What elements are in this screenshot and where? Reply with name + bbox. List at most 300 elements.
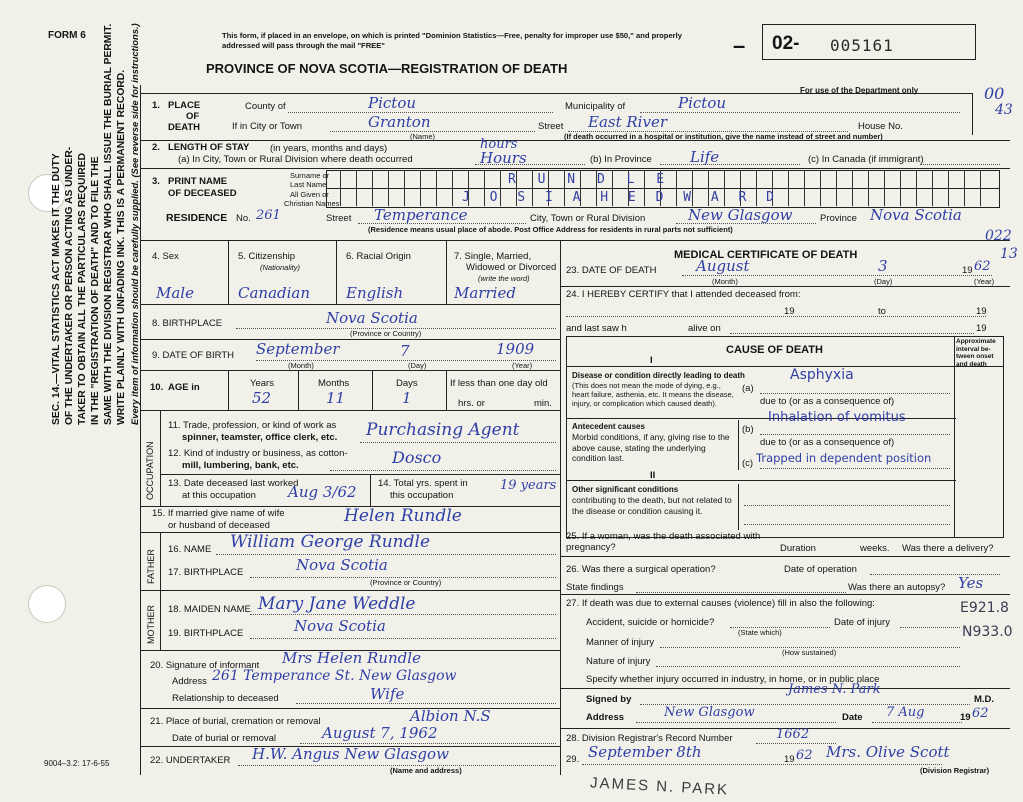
rule bbox=[566, 480, 956, 481]
sidebar-instructions bbox=[50, 23, 141, 425]
dotted-line bbox=[216, 554, 556, 555]
residence-dept-mark: 022 bbox=[985, 228, 1012, 244]
alive-label: alive on bbox=[688, 323, 721, 334]
last-worked-label: 13. Date deceased last worked bbox=[168, 478, 299, 489]
dob-day: 7 bbox=[400, 342, 410, 360]
dotted-line bbox=[872, 722, 962, 723]
age-label: AGE in bbox=[168, 382, 200, 393]
grid-cell bbox=[900, 171, 901, 188]
date-label: Date bbox=[842, 712, 863, 723]
dod-month-sub: (Month) bbox=[712, 277, 738, 286]
industry-value: Dosco bbox=[392, 448, 442, 467]
residence-city-value: New Glasgow bbox=[688, 206, 793, 224]
sidebar-line: OF THE UNDERTAKER OR PERSON ACTING AS UNDER- bbox=[64, 146, 75, 425]
filed-num: 29. bbox=[566, 754, 580, 765]
rule bbox=[140, 410, 560, 411]
grid-cell bbox=[804, 171, 805, 188]
dotted-line bbox=[760, 468, 950, 469]
father-name-value: William George Rundle bbox=[230, 532, 431, 552]
grid-cell bbox=[388, 189, 389, 206]
name-sublabel: (Name) bbox=[410, 132, 436, 141]
interval-label: Approximate interval be-tween onset and death bbox=[956, 338, 996, 368]
rule bbox=[140, 304, 560, 305]
how-sustained: (How sustained) bbox=[782, 648, 837, 657]
residence-note: (Residence means usual place of abode. Post Office Address for residents in rural parts not sufficient) bbox=[368, 225, 733, 234]
grid-cell bbox=[788, 171, 789, 188]
filed-prefix: 19 bbox=[784, 754, 795, 765]
rule bbox=[160, 532, 161, 590]
column-divider bbox=[560, 240, 561, 775]
mother-side-label: MOTHER bbox=[146, 605, 156, 644]
grid-cell bbox=[676, 171, 677, 188]
grid-cell bbox=[404, 171, 405, 188]
weeks-label: weeks. bbox=[860, 543, 890, 554]
street-label: Street bbox=[538, 121, 564, 132]
last-worked-value: Aug 3/62 bbox=[288, 483, 357, 501]
rule bbox=[140, 708, 560, 709]
accident-label: Accident, suicide or homicide? bbox=[586, 617, 715, 628]
burial-date-value: August 7, 1962 bbox=[322, 724, 438, 742]
rule bbox=[160, 590, 161, 650]
dob-year: 1909 bbox=[496, 340, 535, 358]
father-name-label: 16. NAME bbox=[168, 544, 212, 555]
dotted-line bbox=[250, 614, 556, 615]
alive-19: 19 bbox=[976, 323, 987, 334]
signature-note: JAMES N. PARK bbox=[589, 774, 730, 799]
grid-cell bbox=[436, 189, 437, 206]
rule bbox=[560, 556, 1010, 557]
registrar-value: Mrs. Olive Scott bbox=[826, 743, 950, 761]
disease-note: (This does not mean the mode of dying, e.g., heart failure, asthenia, etc. It means the disease, injury, or complication which caused death). bbox=[572, 381, 734, 408]
sidebar-line: IN THE "REGISTRATION OF DEATH" AND TO FILE THE bbox=[90, 156, 101, 425]
grid-cell bbox=[340, 171, 341, 188]
dotted-line bbox=[300, 743, 556, 744]
cause-a-due: due to (or as a consequence of) bbox=[760, 396, 895, 407]
grid-cell bbox=[948, 189, 949, 206]
date-year: 62 bbox=[972, 706, 989, 721]
stay-b-label: (b) In Province bbox=[590, 154, 652, 165]
rule bbox=[160, 474, 560, 475]
nature-label: Nature of injury bbox=[586, 656, 651, 667]
citizenship-label: 5. Citizenship bbox=[238, 251, 296, 262]
pregnancy-label: 25. If a woman, was the death associated with pregnancy? bbox=[566, 531, 761, 553]
autopsy-value: Yes bbox=[958, 574, 984, 592]
dotted-line bbox=[660, 164, 800, 165]
filed-year: 62 bbox=[796, 748, 813, 763]
birthplace-sub: (Province or Country) bbox=[350, 329, 422, 338]
sidebar-line: SAME WITH THE DIVISION REGISTRAR WHO SHALL ISSUE THE BURIAL PERMIT. bbox=[103, 23, 114, 425]
total-years-label: 14. Total yrs. spent in bbox=[378, 478, 468, 489]
certify-to: to bbox=[878, 306, 886, 317]
grid-cell bbox=[468, 171, 469, 188]
county-label: County of bbox=[245, 101, 286, 112]
grid-cell bbox=[388, 171, 389, 188]
sex-value: Male bbox=[156, 284, 194, 302]
given-label: All Given or bbox=[290, 190, 329, 199]
total-years-label2: this occupation bbox=[390, 490, 454, 501]
mother-maiden-label: 18. MAIDEN NAME bbox=[168, 604, 251, 615]
grid-cell bbox=[868, 189, 869, 206]
dob-day-sub: (Day) bbox=[408, 361, 427, 370]
place-num: 1. bbox=[152, 100, 160, 111]
dotted-line bbox=[760, 434, 950, 435]
dotted-line bbox=[730, 333, 974, 334]
birthplace-value: Nova Scotia bbox=[326, 309, 418, 327]
sidebar-line: SEC. 14.—VITAL STATISTICS ACT MAKES IT THE DUTY bbox=[51, 153, 62, 425]
burial-place-label: 21. Place of burial, cremation or removal bbox=[150, 716, 321, 727]
grid-cell bbox=[868, 171, 869, 188]
dob-year-sub: (Year) bbox=[512, 361, 533, 370]
footer-code: 9004–3.2: 17-6-55 bbox=[44, 759, 110, 768]
cause-a-label: (a) bbox=[742, 383, 754, 394]
dod-year: 62 bbox=[974, 259, 991, 274]
disease-label: Disease or condition directly leading to death bbox=[572, 371, 745, 380]
undertaker-label: 22. UNDERTAKER bbox=[150, 755, 231, 766]
name-num: 3. bbox=[152, 176, 160, 187]
rule bbox=[446, 240, 447, 304]
hrs-label: hrs. or bbox=[458, 398, 485, 409]
dotted-line bbox=[756, 743, 836, 744]
op-date-label: Date of operation bbox=[784, 564, 857, 575]
grid-cell bbox=[372, 189, 373, 206]
other-label: Other significant conditions bbox=[572, 485, 679, 494]
grid-cell bbox=[724, 171, 725, 188]
antecedent-label: Antecedent causes bbox=[572, 422, 645, 431]
grid-cell bbox=[916, 171, 917, 188]
rule bbox=[560, 594, 1010, 595]
injury-date-label: Date of injury bbox=[834, 617, 890, 628]
last-saw-label: and last saw h bbox=[566, 323, 627, 334]
stay-c-label: (c) In Canada (if immigrant) bbox=[808, 154, 924, 165]
date-value: 7 Aug bbox=[886, 705, 925, 720]
age-num: 10. bbox=[150, 382, 164, 393]
grid-cell bbox=[500, 171, 501, 188]
dod-year-sub: (Year) bbox=[974, 277, 995, 286]
cause-c-value: Trapped in dependent position bbox=[756, 451, 932, 465]
dotted-line bbox=[920, 164, 1000, 165]
municipality-value: Pictou bbox=[678, 94, 727, 112]
mother-birthplace-value: Nova Scotia bbox=[294, 617, 386, 635]
father-birthplace-label: 17. BIRTHPLACE bbox=[168, 567, 244, 578]
specify-label: Specify whether injury occurred in industry, in home, or in public place bbox=[586, 674, 880, 685]
citizenship-sub: (Nationality) bbox=[260, 263, 301, 272]
grid-cell bbox=[820, 189, 821, 206]
wife-label: 15. If married give name of wife bbox=[152, 508, 285, 519]
grid-cell bbox=[836, 171, 837, 188]
grid-cell bbox=[708, 171, 709, 188]
code-n: N933.0 bbox=[962, 624, 1013, 640]
dotted-line bbox=[656, 666, 960, 667]
residence-province-value: Nova Scotia bbox=[870, 206, 962, 224]
rule bbox=[228, 370, 229, 410]
undertaker-value: H.W. Angus New Glasgow bbox=[252, 745, 449, 763]
rule bbox=[336, 240, 337, 304]
grid-cell bbox=[820, 171, 821, 188]
dotted-line bbox=[682, 275, 992, 276]
rule bbox=[370, 474, 371, 506]
delivery-label: Was there a delivery? bbox=[902, 543, 994, 554]
date-prefix: 19 bbox=[960, 712, 971, 723]
dotted-line bbox=[640, 112, 960, 113]
rule bbox=[140, 590, 560, 591]
marital-sub: (write the word) bbox=[478, 274, 530, 283]
days-label: Days bbox=[396, 378, 418, 389]
father-birthplace-sub: (Province or Country) bbox=[370, 578, 442, 587]
occupation-side-label: OCCUPATION bbox=[145, 441, 155, 500]
rule bbox=[140, 168, 1010, 169]
stay-sublabel: (in years, months and days) bbox=[270, 143, 388, 154]
address-label: Address bbox=[586, 712, 625, 723]
grid-cell bbox=[372, 171, 373, 188]
county-value: Pictou bbox=[368, 94, 417, 112]
sex-label: 4. Sex bbox=[152, 251, 179, 262]
certify-label: 24. I HEREBY CERTIFY that I attended deceased from: bbox=[566, 289, 801, 300]
given-label: Christian Names bbox=[284, 199, 340, 208]
sidebar-line: TAKER TO OBTAIN ALL THE PARTICULARS REQUIRED bbox=[77, 152, 88, 425]
burial-place-value: Albion N.S bbox=[410, 707, 491, 725]
stay-b-value: Life bbox=[690, 148, 720, 166]
surgery-label: 26. Was there a surgical operation? bbox=[566, 564, 716, 575]
dod-day-sub: (Day) bbox=[874, 277, 893, 286]
trade-label2: spinner, teamster, office clerk, etc. bbox=[182, 432, 338, 443]
less-day-label: If less than one day old bbox=[450, 378, 548, 389]
grid-cell bbox=[404, 189, 405, 206]
surname-value: R U N D L E bbox=[508, 172, 672, 187]
dash: – bbox=[733, 33, 746, 58]
dod-prefix: 19 bbox=[962, 265, 973, 276]
dotted-line bbox=[636, 722, 836, 723]
roman-one: I bbox=[650, 355, 653, 366]
relationship-value: Wife bbox=[370, 685, 405, 703]
place-label: OF bbox=[186, 111, 200, 122]
grid-cell bbox=[756, 171, 757, 188]
bracket bbox=[738, 420, 739, 470]
surname-label: Last Name bbox=[290, 180, 327, 189]
given-value: J O S I A H E D W A R D bbox=[462, 190, 781, 205]
registrar-sub: (Division Registrar) bbox=[920, 766, 990, 775]
dept-mark-mid: 43 bbox=[995, 102, 1013, 118]
racial-value: English bbox=[346, 284, 404, 302]
punch-hole-bottom bbox=[28, 585, 66, 623]
medical-heading: MEDICAL CERTIFICATE OF DEATH bbox=[674, 249, 858, 261]
last-worked-label2: at this occupation bbox=[182, 490, 256, 501]
grid-cell bbox=[356, 171, 357, 188]
wife-label2: or husband of deceased bbox=[168, 520, 270, 531]
dotted-line bbox=[360, 442, 556, 443]
grid-cell bbox=[356, 189, 357, 206]
stay-a-value2: Hours bbox=[480, 149, 527, 167]
surname-label: Surname or bbox=[290, 171, 330, 180]
informant-address-value: 261 Temperance St. New Glasgow bbox=[212, 668, 457, 684]
grid-cell bbox=[420, 189, 421, 206]
grid-cell bbox=[436, 171, 437, 188]
residence-street-value: Temperance bbox=[374, 206, 468, 224]
grid-cell bbox=[900, 189, 901, 206]
rule bbox=[560, 688, 1010, 689]
antecedent-note: Morbid conditions, if any, giving rise to the above cause, stating the underlying condition last. bbox=[572, 432, 730, 463]
dotted-line bbox=[636, 592, 846, 593]
informant-sig-value: Mrs Helen Rundle bbox=[282, 649, 421, 667]
dotted-line bbox=[760, 393, 950, 394]
dotted-line bbox=[744, 505, 950, 506]
undertaker-sub: (Name and address) bbox=[390, 766, 462, 775]
grid-cell bbox=[452, 171, 453, 188]
rule bbox=[140, 240, 1010, 241]
marital-value: Married bbox=[454, 284, 516, 302]
stay-a-label: (a) In City, Town or Rural Division where death occurred bbox=[178, 154, 413, 165]
grid-cell bbox=[772, 171, 773, 188]
stay-a-value: hours bbox=[480, 137, 518, 152]
cause-b-value: Inhalation of vomitus bbox=[768, 410, 906, 425]
place-label: DEATH bbox=[168, 122, 201, 133]
rule bbox=[140, 370, 560, 371]
municipality-label: Municipality of bbox=[565, 101, 626, 112]
grid-cell bbox=[852, 171, 853, 188]
father-birthplace-value: Nova Scotia bbox=[296, 556, 388, 574]
dob-month: September bbox=[256, 340, 340, 358]
grid-cell bbox=[836, 189, 837, 206]
department-use-label: For use of the Department only bbox=[800, 86, 919, 95]
rule bbox=[140, 93, 972, 94]
rule bbox=[140, 140, 1010, 141]
cause-c-label: (c) bbox=[742, 458, 754, 469]
rule bbox=[228, 240, 229, 304]
rule bbox=[446, 370, 447, 410]
code-e: E921.8 bbox=[960, 600, 1009, 616]
place-label: PLACE bbox=[168, 100, 201, 111]
grid-cell bbox=[692, 171, 693, 188]
rule bbox=[972, 93, 973, 135]
city-value: Granton bbox=[368, 113, 431, 131]
dotted-line bbox=[900, 627, 960, 628]
residence-province-label: Province bbox=[820, 213, 857, 224]
signed-label: Signed by bbox=[586, 694, 632, 705]
grid-cell bbox=[932, 189, 933, 206]
dotted-line bbox=[330, 470, 556, 471]
grid-cell bbox=[420, 171, 421, 188]
hospital-note: (If death occurred in a hospital or institution, give the name instead of street and number) bbox=[564, 132, 883, 141]
state-findings-label: State findings bbox=[566, 582, 624, 593]
days-value: 1 bbox=[402, 389, 412, 407]
dotted-line bbox=[250, 638, 556, 639]
grid-cell bbox=[340, 189, 341, 206]
grid-cell bbox=[884, 171, 885, 188]
industry-label: 12. Kind of industry or business, as cotton- bbox=[168, 448, 348, 459]
registration-number: 005161 bbox=[830, 36, 894, 55]
informant-address-label: Address bbox=[172, 676, 207, 687]
marital-label: 7. Single, Married, bbox=[454, 251, 532, 262]
record-label: 28. Division Registrar's Record Number bbox=[566, 733, 733, 744]
roman-two: II bbox=[650, 470, 656, 481]
grid-cell bbox=[788, 189, 789, 206]
duration-label: Duration bbox=[780, 543, 816, 554]
dod-day: 3 bbox=[878, 257, 888, 275]
form-left-border bbox=[140, 85, 141, 775]
residence-no-value: 261 bbox=[256, 208, 281, 223]
certify-19-b: 19 bbox=[976, 306, 987, 317]
filed-date: September 8th bbox=[588, 743, 702, 761]
grid-cell bbox=[948, 171, 949, 188]
grid-cell bbox=[804, 189, 805, 206]
sidebar-line: Every item of information should be carefully supplied. (See reverse side for instructions.) bbox=[129, 23, 140, 425]
address-value: New Glasgow bbox=[664, 705, 755, 720]
md-label: M.D. bbox=[974, 694, 995, 705]
bracket bbox=[738, 484, 739, 530]
page-title: PROVINCE OF NOVA SCOTIA—REGISTRATION OF DEATH bbox=[206, 61, 568, 76]
industry-label2: mill, lumbering, bank, etc. bbox=[182, 460, 299, 471]
trade-label: 11. Trade, profession, or kind of work as bbox=[168, 420, 337, 431]
residence-dept-mark2: 13 bbox=[1000, 246, 1018, 262]
years-label: Years bbox=[250, 378, 274, 389]
registration-prefix: 02- bbox=[772, 33, 800, 54]
birthplace-label: 8. BIRTHPLACE bbox=[152, 318, 223, 329]
months-value: 11 bbox=[326, 389, 346, 407]
rule bbox=[372, 370, 373, 410]
envelope-notice: This form, if placed in an envelope, on which is printed "Dominion Statistics—Free, penalty for improper use $50," and properly addressed will pass through the mail "FREE" bbox=[222, 31, 682, 50]
marital-label2: Widowed or Divorced bbox=[466, 262, 557, 273]
name-label: PRINT NAME bbox=[168, 176, 228, 187]
street-value: East River bbox=[588, 113, 667, 131]
mother-maiden-value: Mary Jane Weddle bbox=[258, 594, 416, 614]
sidebar-line: WRITE PLAINLY WITH UNFADING INK. THIS IS A PERMANENT RECORD. bbox=[116, 69, 127, 425]
dob-label: 9. DATE OF BIRTH bbox=[152, 350, 234, 361]
other-note: contributing to the death, but not related to the disease or condition causing it. bbox=[572, 495, 732, 516]
manner-label: Manner of injury bbox=[586, 637, 655, 648]
father-side-label: FATHER bbox=[146, 549, 156, 584]
residence-label: RESIDENCE bbox=[166, 212, 228, 224]
total-years-value: 19 years bbox=[500, 478, 557, 493]
burial-date-label: Date of burial or removal bbox=[172, 733, 277, 744]
grid-cell bbox=[484, 171, 485, 188]
mother-birthplace-label: 19. BIRTHPLACE bbox=[168, 628, 244, 639]
stay-num: 2. bbox=[152, 142, 160, 153]
external-label: 27. If death was due to external causes (violence) fill in also the following: bbox=[566, 598, 875, 609]
grid-cell bbox=[916, 189, 917, 206]
record-value: 1662 bbox=[776, 727, 810, 742]
informant-sig-label: 20. Signature of informant bbox=[150, 660, 260, 671]
state-which: (State which) bbox=[738, 628, 782, 637]
signed-value: James N. Park bbox=[788, 682, 881, 697]
grid-cell bbox=[884, 189, 885, 206]
min-label: min. bbox=[534, 398, 552, 409]
cause-b-label: (b) bbox=[742, 424, 754, 435]
rule bbox=[298, 370, 299, 410]
grid-cell bbox=[740, 171, 741, 188]
dept-mark-top: 00 bbox=[984, 84, 1005, 103]
grid-cell bbox=[980, 189, 981, 206]
dotted-line bbox=[744, 524, 950, 525]
rule bbox=[160, 410, 161, 506]
wife-value: Helen Rundle bbox=[344, 506, 462, 526]
dod-label: 23. DATE OF DEATH bbox=[566, 265, 657, 276]
relationship-label: Relationship to deceased bbox=[172, 693, 279, 704]
city-label: If in City or Town bbox=[232, 121, 303, 132]
grid-cell bbox=[852, 189, 853, 206]
grid-cell bbox=[980, 171, 981, 188]
cause-a-value: Asphyxia bbox=[790, 367, 854, 383]
form-number: FORM 6 bbox=[48, 30, 86, 41]
certify-19-a: 19 bbox=[784, 306, 795, 317]
trade-value: Purchasing Agent bbox=[366, 420, 520, 440]
cause-b-due: due to (or as a consequence of) bbox=[760, 437, 895, 448]
years-value: 52 bbox=[252, 389, 272, 407]
dod-month: August bbox=[696, 257, 750, 275]
grid-cell bbox=[964, 189, 965, 206]
grid-cell bbox=[452, 189, 453, 206]
citizenship-value: Canadian bbox=[238, 284, 311, 302]
dotted-line bbox=[582, 764, 942, 765]
house-label: House No. bbox=[858, 121, 903, 132]
